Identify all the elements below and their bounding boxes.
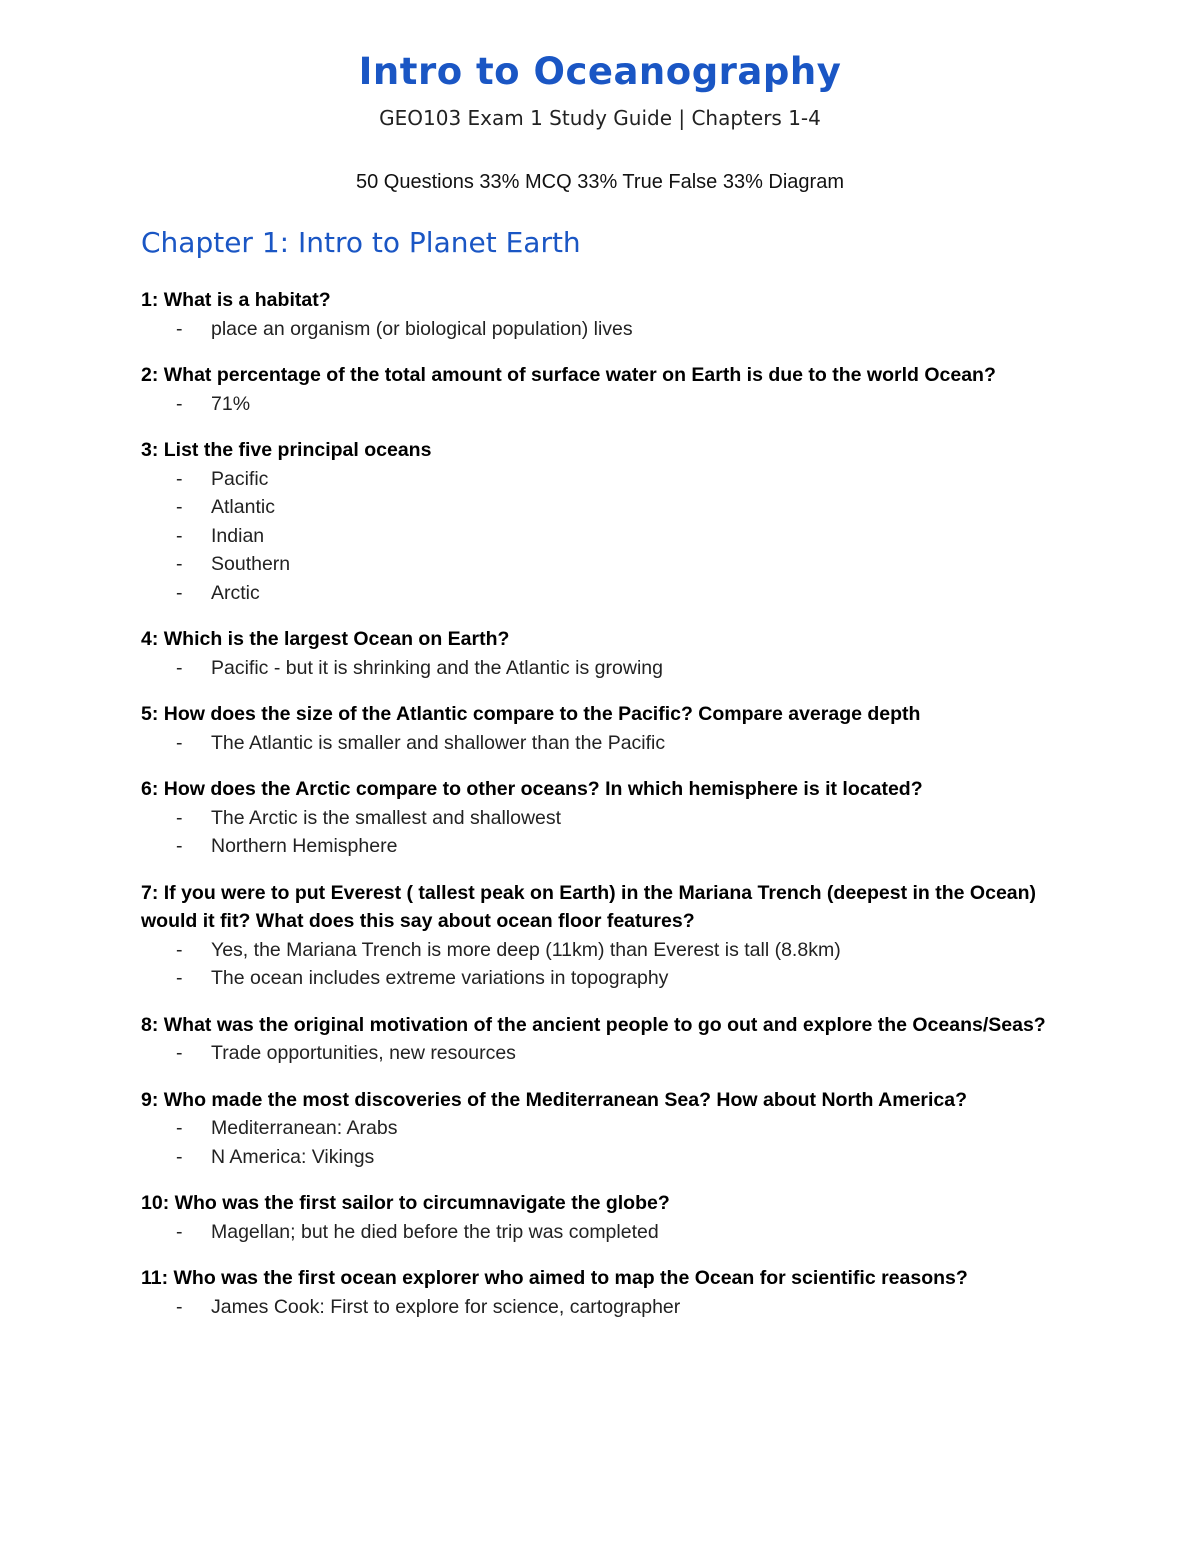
answer-list <box>141 465 1081 608</box>
bullet-dash: - <box>176 806 183 829</box>
answer-item <box>141 522 1081 551</box>
answer-item <box>141 315 1081 344</box>
bullet-dash: - <box>176 835 183 857</box>
bullet-dash: - <box>176 938 183 961</box>
question-block <box>141 700 1081 757</box>
question-text: 7: If you were to put Everest ( tallest peak on Earth) in the Mariana Trench (deepest in the Ocean) would it fit? What does this say about ocean floor features? <box>141 881 1037 932</box>
question-block <box>141 1189 1081 1246</box>
answer-text: Yes, the Mariana Trench is more deep (11km) than Everest is tall (8.8km) <box>211 938 841 961</box>
bullet-dash: - <box>176 1042 183 1064</box>
bullet-dash: - <box>176 1145 183 1168</box>
question-list <box>141 286 1081 1339</box>
answer-item <box>141 729 1081 758</box>
question-block <box>141 1086 1081 1172</box>
answer-list <box>141 654 1081 683</box>
answer-item <box>141 654 1081 683</box>
answer-text: The Arctic is the smallest and shallowest <box>211 806 562 829</box>
answer-item <box>141 936 1081 965</box>
question-text: 3: List the five principal oceans <box>141 439 432 461</box>
question-text: 9: Who made the most discoveries of the Mediterranean Sea? How about North America? <box>141 1088 968 1111</box>
answer-list <box>141 729 1081 758</box>
bullet-dash: - <box>176 1220 183 1243</box>
question-text: 10: Who was the first sailor to circumnavigate the globe? <box>141 1192 670 1214</box>
answer-text: The ocean includes extreme variations in topography <box>211 967 669 989</box>
answer-item <box>141 390 1081 419</box>
answer-item <box>141 1143 1081 1172</box>
question-text: 6: How does the Arctic compare to other oceans? In which hemisphere is it located? <box>141 778 923 800</box>
answer-text: James Cook: First to explore for science, cartographer <box>211 1295 681 1318</box>
bullet-dash: - <box>176 524 183 547</box>
answer-item <box>141 579 1081 608</box>
bullet-dash: - <box>176 731 183 754</box>
answer-item <box>141 1293 1081 1322</box>
answer-list <box>141 390 1081 419</box>
question-text: 1: What is a habitat? <box>141 289 331 311</box>
answer-item <box>141 1039 1081 1068</box>
chapter-heading: Chapter 1: Intro to Planet Earth <box>141 226 581 259</box>
answer-text: Southern <box>211 553 291 575</box>
question-text: 4: Which is the largest Ocean on Earth? <box>141 628 510 650</box>
answer-text: Trade opportunities, new resources <box>211 1042 516 1064</box>
answer-text: place an organism (or biological population) lives <box>211 317 633 340</box>
answer-list <box>141 804 1081 861</box>
question-block <box>141 436 1081 607</box>
answer-text: Atlantic <box>211 496 275 518</box>
document-title: Intro to Oceanography <box>358 50 842 93</box>
answer-list <box>141 1039 1081 1068</box>
answer-item <box>141 964 1081 993</box>
question-block <box>141 361 1081 418</box>
answer-item <box>141 1114 1081 1143</box>
question-text: 11: Who was the first ocean explorer who aimed to map the Ocean for scientific reasons? <box>141 1267 968 1289</box>
question-block <box>141 625 1081 682</box>
answer-text: Arctic <box>211 581 260 604</box>
question-block <box>141 286 1081 343</box>
answer-text: Indian <box>211 524 265 547</box>
question-text: 5: How does the size of the Atlantic compare to the Pacific? Compare average depth <box>141 703 921 725</box>
answer-text: Pacific - but it is shrinking and the Atlantic is growing <box>211 656 663 679</box>
bullet-dash: - <box>176 967 183 989</box>
bullet-dash: - <box>176 1295 183 1318</box>
answer-list <box>141 1293 1081 1322</box>
answer-list <box>141 315 1081 344</box>
answer-item <box>141 1218 1081 1247</box>
question-block <box>141 1011 1081 1068</box>
question-block <box>141 1264 1081 1321</box>
answer-item <box>141 465 1081 494</box>
answer-text: 71% <box>211 392 251 415</box>
bullet-dash: - <box>176 496 183 518</box>
bullet-dash: - <box>176 392 183 415</box>
answer-text: Pacific <box>211 467 269 490</box>
question-text: 2: What percentage of the total amount of surface water on Earth is due to the world Ocean? <box>141 364 996 386</box>
answer-list <box>141 1114 1081 1171</box>
answer-item <box>141 832 1081 861</box>
answer-item <box>141 493 1081 522</box>
answer-list <box>141 1218 1081 1247</box>
bullet-dash: - <box>176 656 183 679</box>
answer-item <box>141 550 1081 579</box>
question-text: 8: What was the original motivation of the ancient people to go out and explore the Oceans/Seas? <box>141 1013 1046 1036</box>
bullet-dash: - <box>176 553 183 575</box>
bullet-dash: - <box>176 467 183 490</box>
question-block <box>141 879 1081 993</box>
answer-list <box>141 936 1081 993</box>
answer-text: Mediterranean: Arabs <box>211 1117 398 1139</box>
answer-text: Northern Hemisphere <box>211 835 398 857</box>
document-subtitle: GEO103 Exam 1 Study Guide | Chapters 1-4 <box>379 106 821 130</box>
answer-text: Magellan; but he died before the trip was completed <box>211 1220 659 1243</box>
bullet-dash: - <box>176 317 183 340</box>
exam-format-summary: 50 Questions 33% MCQ 33% True False 33% Diagram <box>356 171 844 193</box>
bullet-dash: - <box>176 1117 183 1139</box>
question-block <box>141 775 1081 861</box>
bullet-dash: - <box>176 581 183 604</box>
answer-text: The Atlantic is smaller and shallower than the Pacific <box>211 731 666 754</box>
answer-item <box>141 804 1081 833</box>
answer-text: N America: Vikings <box>211 1145 375 1168</box>
